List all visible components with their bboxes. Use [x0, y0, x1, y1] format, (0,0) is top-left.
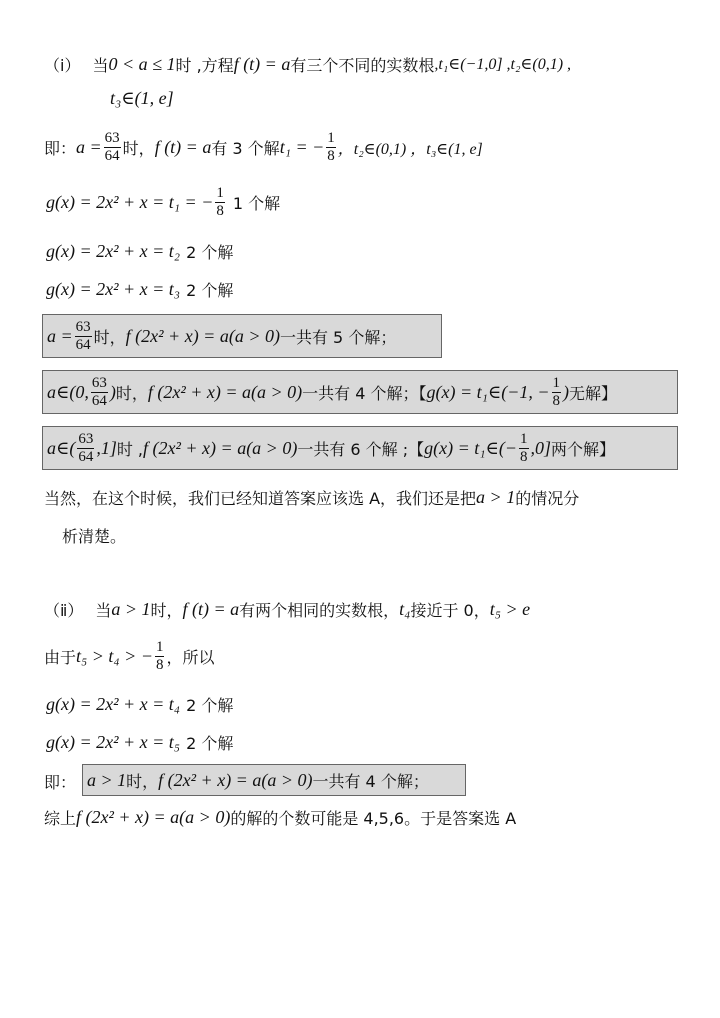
- sec2-ineq: t₅ > t₄ > −: [76, 645, 153, 666]
- final-text: 的解的个数可能是 4,5,6。于是答案选 A: [230, 808, 517, 828]
- g2-text: 2 个解: [186, 242, 234, 262]
- sec1-text2: 有三个不同的实数根: [290, 55, 435, 75]
- sec1-line1: [44, 52, 571, 76]
- g-line-5: [46, 729, 233, 755]
- final-f: f (2x² + x) = a(a > 0): [76, 806, 231, 827]
- para-a: a > 1: [476, 486, 516, 507]
- sec1-cond: 0 < a ≤ 1: [108, 53, 176, 74]
- sec1-ft: f (t) = a: [154, 136, 212, 157]
- sec1-roots: ,t₁∈(−1,0] ,t₂∈(0,1) ,: [434, 56, 572, 73]
- para-text2: 的情况分: [515, 488, 580, 508]
- box3-int2: ,0]: [530, 437, 552, 458]
- box2-frac2: $\frac{1}{8}$: [552, 374, 560, 409]
- sec1-t1: t₁ = −: [279, 136, 325, 157]
- box1-a: a =: [47, 325, 73, 346]
- g1-frac: $\frac{1}{8}$: [216, 184, 224, 219]
- box2-paren: ): [109, 381, 116, 402]
- box2-shi: 时，: [115, 383, 148, 403]
- highlight-box-4: [82, 764, 466, 796]
- highlight-box-2: [42, 370, 678, 414]
- sec1-eq: f (t) = a: [233, 53, 291, 74]
- sec1-a-eq: a =: [76, 136, 102, 157]
- para-text1: 当然，在这个时候，我们已经知道答案应该选 A，我们还是把: [44, 488, 477, 508]
- sec1-ji: 即：: [44, 138, 77, 158]
- box4-text: 一共有 4 个解；: [312, 771, 429, 791]
- sec2-shi: 时，: [150, 600, 183, 620]
- box1-shi: 时，: [93, 327, 126, 347]
- sec2-eq: f (t) = a: [182, 598, 240, 619]
- box2-text: 一共有 4 个解；【: [302, 383, 427, 403]
- sec2-label: （ⅱ）: [44, 600, 84, 620]
- sec1-text1: 时 ,方程: [175, 55, 234, 75]
- sec2-line1: [44, 596, 530, 622]
- frac-63-64: $\frac{63}{64}$: [104, 129, 120, 164]
- g2-math: g(x) = 2x² + x = t₂: [46, 240, 181, 261]
- box4-f: f (2x² + x) = a(a > 0): [158, 769, 313, 790]
- para-line1: [44, 484, 579, 510]
- box3-frac: $\frac{63}{64}$: [78, 430, 94, 465]
- box1-f: f (2x² + x) = a(a > 0): [125, 325, 280, 346]
- highlight-box-3: [42, 426, 678, 470]
- g-line-2: [46, 238, 233, 264]
- box4-a: a > 1: [87, 769, 127, 790]
- box4-shi: 时，: [126, 771, 159, 791]
- box3-f: f (2x² + x) = a(a > 0): [143, 437, 298, 458]
- sec2-conclusion: [44, 766, 76, 796]
- box1-frac: $\frac{63}{64}$: [75, 318, 91, 353]
- g-line-1: [46, 180, 280, 224]
- box3-g: g(x) = t₁∈(−: [424, 437, 518, 458]
- sec1-t2t3: ，t₂∈(0,1) ，t₃∈(1, e]: [337, 140, 483, 158]
- box3-shi: 时 ,: [116, 439, 144, 459]
- box1-text: 一共有 5 个解；: [279, 327, 397, 347]
- sec2-text3: 接近于 0，: [410, 600, 490, 620]
- final-line: [44, 804, 516, 830]
- sec2-ji: 即：: [44, 772, 77, 792]
- box3-frac2: $\frac{1}{8}$: [520, 430, 528, 465]
- g5-text: 2 个解: [186, 733, 234, 753]
- box3-int: ,1]: [96, 437, 117, 458]
- sec1-t3: t₃∈(1, e]: [110, 87, 174, 108]
- para-text3: 析清楚。: [62, 526, 127, 546]
- box3-text: 一共有 6 个解 ;【: [297, 439, 425, 459]
- sec1-label: （ⅰ）: [44, 55, 81, 75]
- sec2-t4: t₄: [399, 598, 411, 619]
- g4-text: 2 个解: [186, 695, 234, 715]
- box2-g: g(x) = t₁∈(−1, −: [426, 381, 550, 402]
- sec1-when: 当: [92, 55, 109, 75]
- box3-text3: 两个解】: [551, 439, 616, 459]
- g3-math: g(x) = 2x² + x = t₃: [46, 278, 181, 299]
- g4-math: g(x) = 2x² + x = t₄: [46, 693, 181, 714]
- box3-a: a∈(: [47, 437, 76, 458]
- sec1-line3: [44, 125, 483, 169]
- g3-text: 2 个解: [186, 280, 234, 300]
- box2-a: a∈(0,: [47, 381, 89, 402]
- g1-math: g(x) = 2x² + x = t₁ = −: [46, 191, 214, 212]
- box2-text3: 无解】: [569, 383, 618, 403]
- g-line-4: [46, 691, 233, 717]
- sec2-frac: $\frac{1}{8}$: [155, 638, 164, 673]
- sec1-line2: [110, 86, 174, 110]
- frac-1-8: $\frac{1}{8}$: [327, 129, 335, 164]
- g-line-3: [46, 276, 233, 302]
- final-zongshang: 综上: [44, 808, 77, 828]
- highlight-box-1: [42, 314, 442, 358]
- para-line2: [62, 522, 126, 548]
- box2-frac: $\frac{63}{64}$: [91, 374, 107, 409]
- box2-f: f (2x² + x) = a(a > 0): [147, 381, 303, 402]
- sec1-shi: 时，: [122, 138, 155, 158]
- sec2-when: 当: [95, 600, 112, 620]
- g1-text: 1 个解: [232, 193, 281, 213]
- sec2-line2: [44, 634, 215, 678]
- sec2-youyu: 由于: [44, 647, 77, 667]
- sec2-t5: t₅ > e: [489, 598, 531, 619]
- g5-math: g(x) = 2x² + x = t₅: [46, 731, 181, 752]
- sec2-suoyi: ，所以: [166, 647, 215, 667]
- sec1-3sol: 有 3 个解: [211, 138, 280, 158]
- sec2-text2: 有两个相同的实数根，: [239, 600, 400, 620]
- sec2-cond: a > 1: [111, 598, 151, 619]
- box2-paren2: ): [563, 381, 569, 402]
